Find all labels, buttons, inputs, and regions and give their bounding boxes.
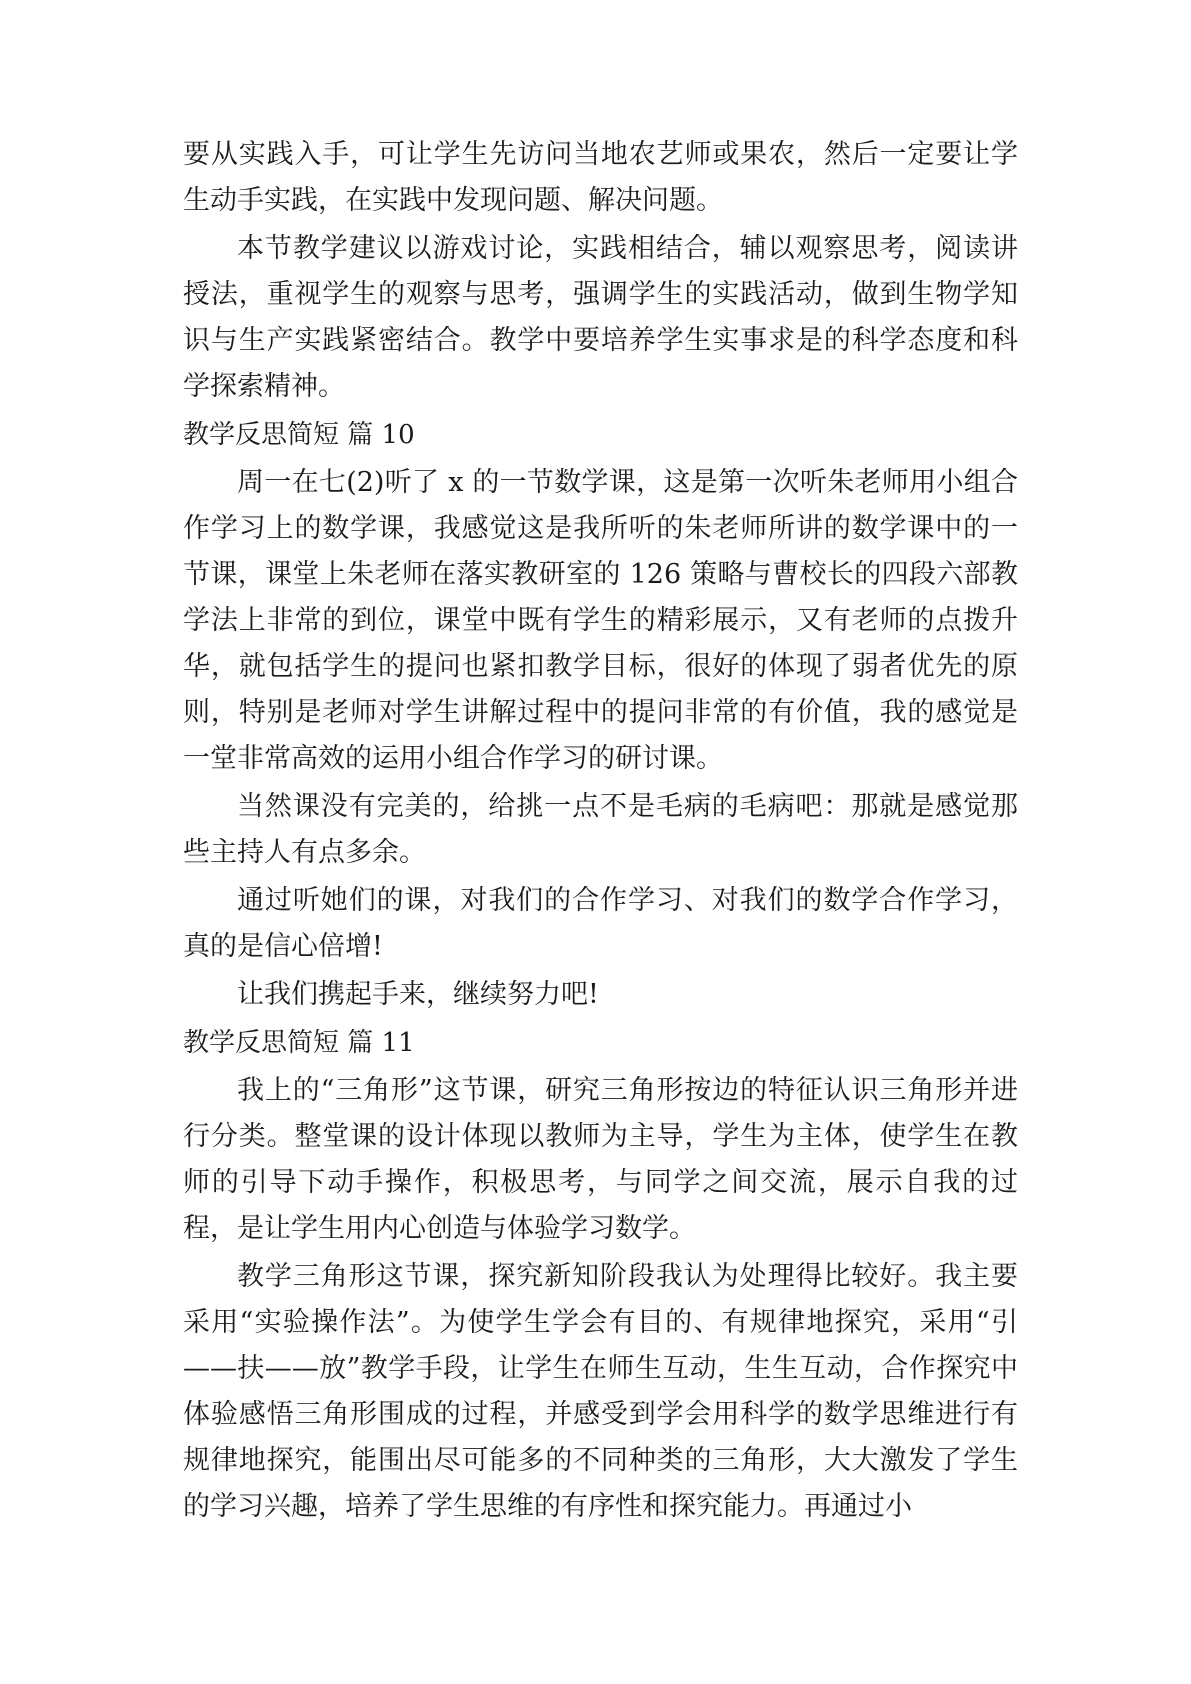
paragraph: 通过听她们的课，对我们的合作学习、对我们的数学合作学习，真的是信心倍增! xyxy=(183,885,1018,962)
paragraph: 让我们携起手来，继续努力吧! xyxy=(237,979,599,1010)
paragraph-continued: 要从实践入手，可让学生先访问当地农艺师或果农，然后一定要让学生动手实践，在实践中发现问题、解决问题。 xyxy=(183,139,1018,216)
paragraph: 本节教学建议以游戏讨论，实践相结合，辅以观察思考，阅读讲授法，重视学生的观察与思考，强调学生的实践活动，做到生物学知识与生产实践紧密结合。教学中要培养学生实事求是的科学态度和科学探索精神。 xyxy=(183,233,1018,402)
paragraph: 周一在七(2)听了 x 的一节数学课，这是第一次听朱老师用小组合作学习上的数学课，我感觉这是我所听的朱老师所讲的数学课中的一节课，课堂上朱老师在落实教研室的 126 策略与曹校长的四段六部教学法上非常的到位，课堂中既有学生的精彩展示，又有老师的点拨升华，就包括学生的提问也紧扣教学目标，很好的体现了弱者优先的原则，特别是老师对学生讲解过程中的提问非常的有价值，我的感觉是一堂非常高效的运用小组合作学习的研讨课。 xyxy=(183,467,1018,774)
section-heading: 教学反思简短 篇 10 xyxy=(183,420,415,450)
paragraph: 我上的“三角形”这节课，研究三角形按边的特征认识三角形并进行分类。整堂课的设计体现以教师为主导，学生为主体，使学生在教师的引导下动手操作，积极思考，与同学之间交流，展示自我的过程，是让学生用内心创造与体验学习数学。 xyxy=(183,1075,1018,1244)
paragraph: 当然课没有完美的，给挑一点不是毛病的毛病吧：那就是感觉那些主持人有点多余。 xyxy=(183,791,1018,868)
paragraph: 教学三角形这节课，探究新知阶段我认为处理得比较好。我主要采用“实验操作法”。为使学生学会有目的、有规律地探究，采用“引——扶——放”教学手段，让学生在师生互动，生生互动，合作探究中体验感悟三角形围成的过程，并感受到学会用科学的数学思维进行有规律地探究，能围出尽可能多的不同种类的三角形，大大激发了学生的学习兴趣，培养了学生思维的有序性和探究能力。再通过小 xyxy=(183,1261,1018,1522)
document-page xyxy=(183,132,1018,1532)
section-heading: 教学反思简短 篇 11 xyxy=(183,1028,415,1058)
